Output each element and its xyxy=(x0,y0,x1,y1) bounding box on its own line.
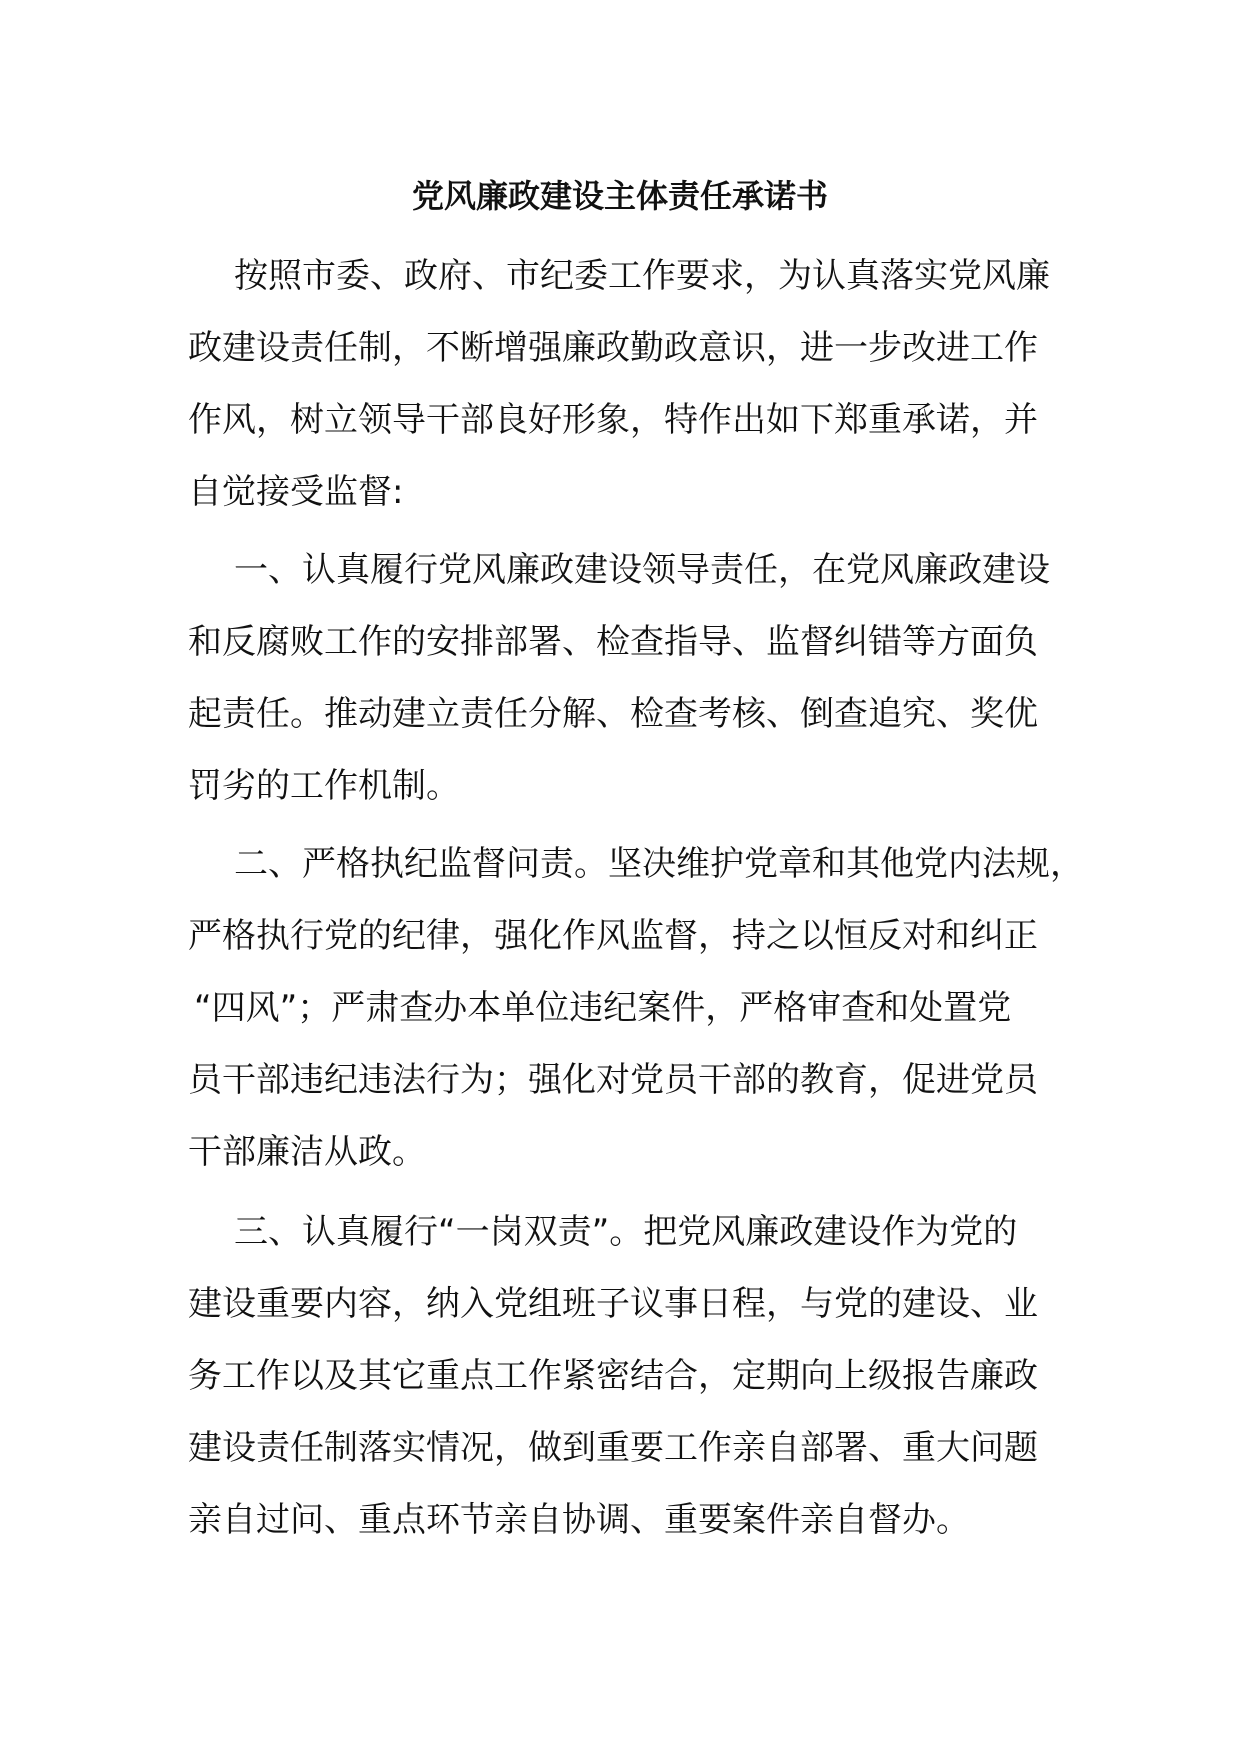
paragraph-line: 建设责任制落实情况，做到重要工作亲自部署、重大问题 xyxy=(188,1428,1038,1468)
paragraph-line: 亲自过问、重点环节亲自协调、重要案件亲自督办。 xyxy=(188,1500,970,1540)
paragraph-line: 和反腐败工作的安排部署、检查指导、监督纠错等方面负 xyxy=(188,622,1038,662)
paragraph-line: 干部廉洁从政。 xyxy=(188,1132,426,1172)
paragraph-line: 三、认真履行“一岗双责”。把党风廉政建设作为党的 xyxy=(234,1212,1018,1252)
paragraph-line: 政建设责任制，不断增强廉政勤政意识，进一步改进工作 xyxy=(188,328,1038,368)
paragraph-line: 建设重要内容，纳入党组班子议事日程，与党的建设、业 xyxy=(188,1284,1038,1324)
paragraph-line: 作风，树立领导干部良好形象，特作出如下郑重承诺，并 xyxy=(188,400,1038,440)
document-title: 党风廉政建设主体责任承诺书 xyxy=(411,177,828,215)
paragraph-line: 务工作以及其它重点工作紧密结合，定期向上级报告廉政 xyxy=(188,1356,1038,1396)
paragraph-item-2 xyxy=(188,842,1084,1174)
paragraph-line: “四风”；严肃查办本单位违纪案件，严格审查和处置党 xyxy=(194,988,1012,1028)
paragraph-line: 严格执行党的纪律，强化作风监督，持之以恒反对和纠正 xyxy=(188,916,1038,956)
paragraph-item-1 xyxy=(188,548,1068,808)
paragraph-line: 二、严格执纪监督问责。坚决维护党章和其他党内法规， xyxy=(234,844,1084,884)
paragraph-item-3 xyxy=(188,1210,1068,1542)
paragraph-line: 员干部违纪违法行为；强化对党员干部的教育，促进党员 xyxy=(188,1060,1038,1100)
paragraph-line: 一、认真履行党风廉政建设领导责任，在党风廉政建设 xyxy=(234,550,1050,590)
paragraph-line: 起责任。推动建立责任分解、检查考核、倒查追究、奖优 xyxy=(188,694,1038,734)
paragraph-intro xyxy=(188,254,1068,514)
paragraph-line: 罚劣的工作机制。 xyxy=(188,766,460,806)
paragraph-line: 自觉接受监督: xyxy=(188,472,404,512)
paragraph-line: 按照市委、政府、市纪委工作要求，为认真落实党风廉 xyxy=(234,256,1050,296)
